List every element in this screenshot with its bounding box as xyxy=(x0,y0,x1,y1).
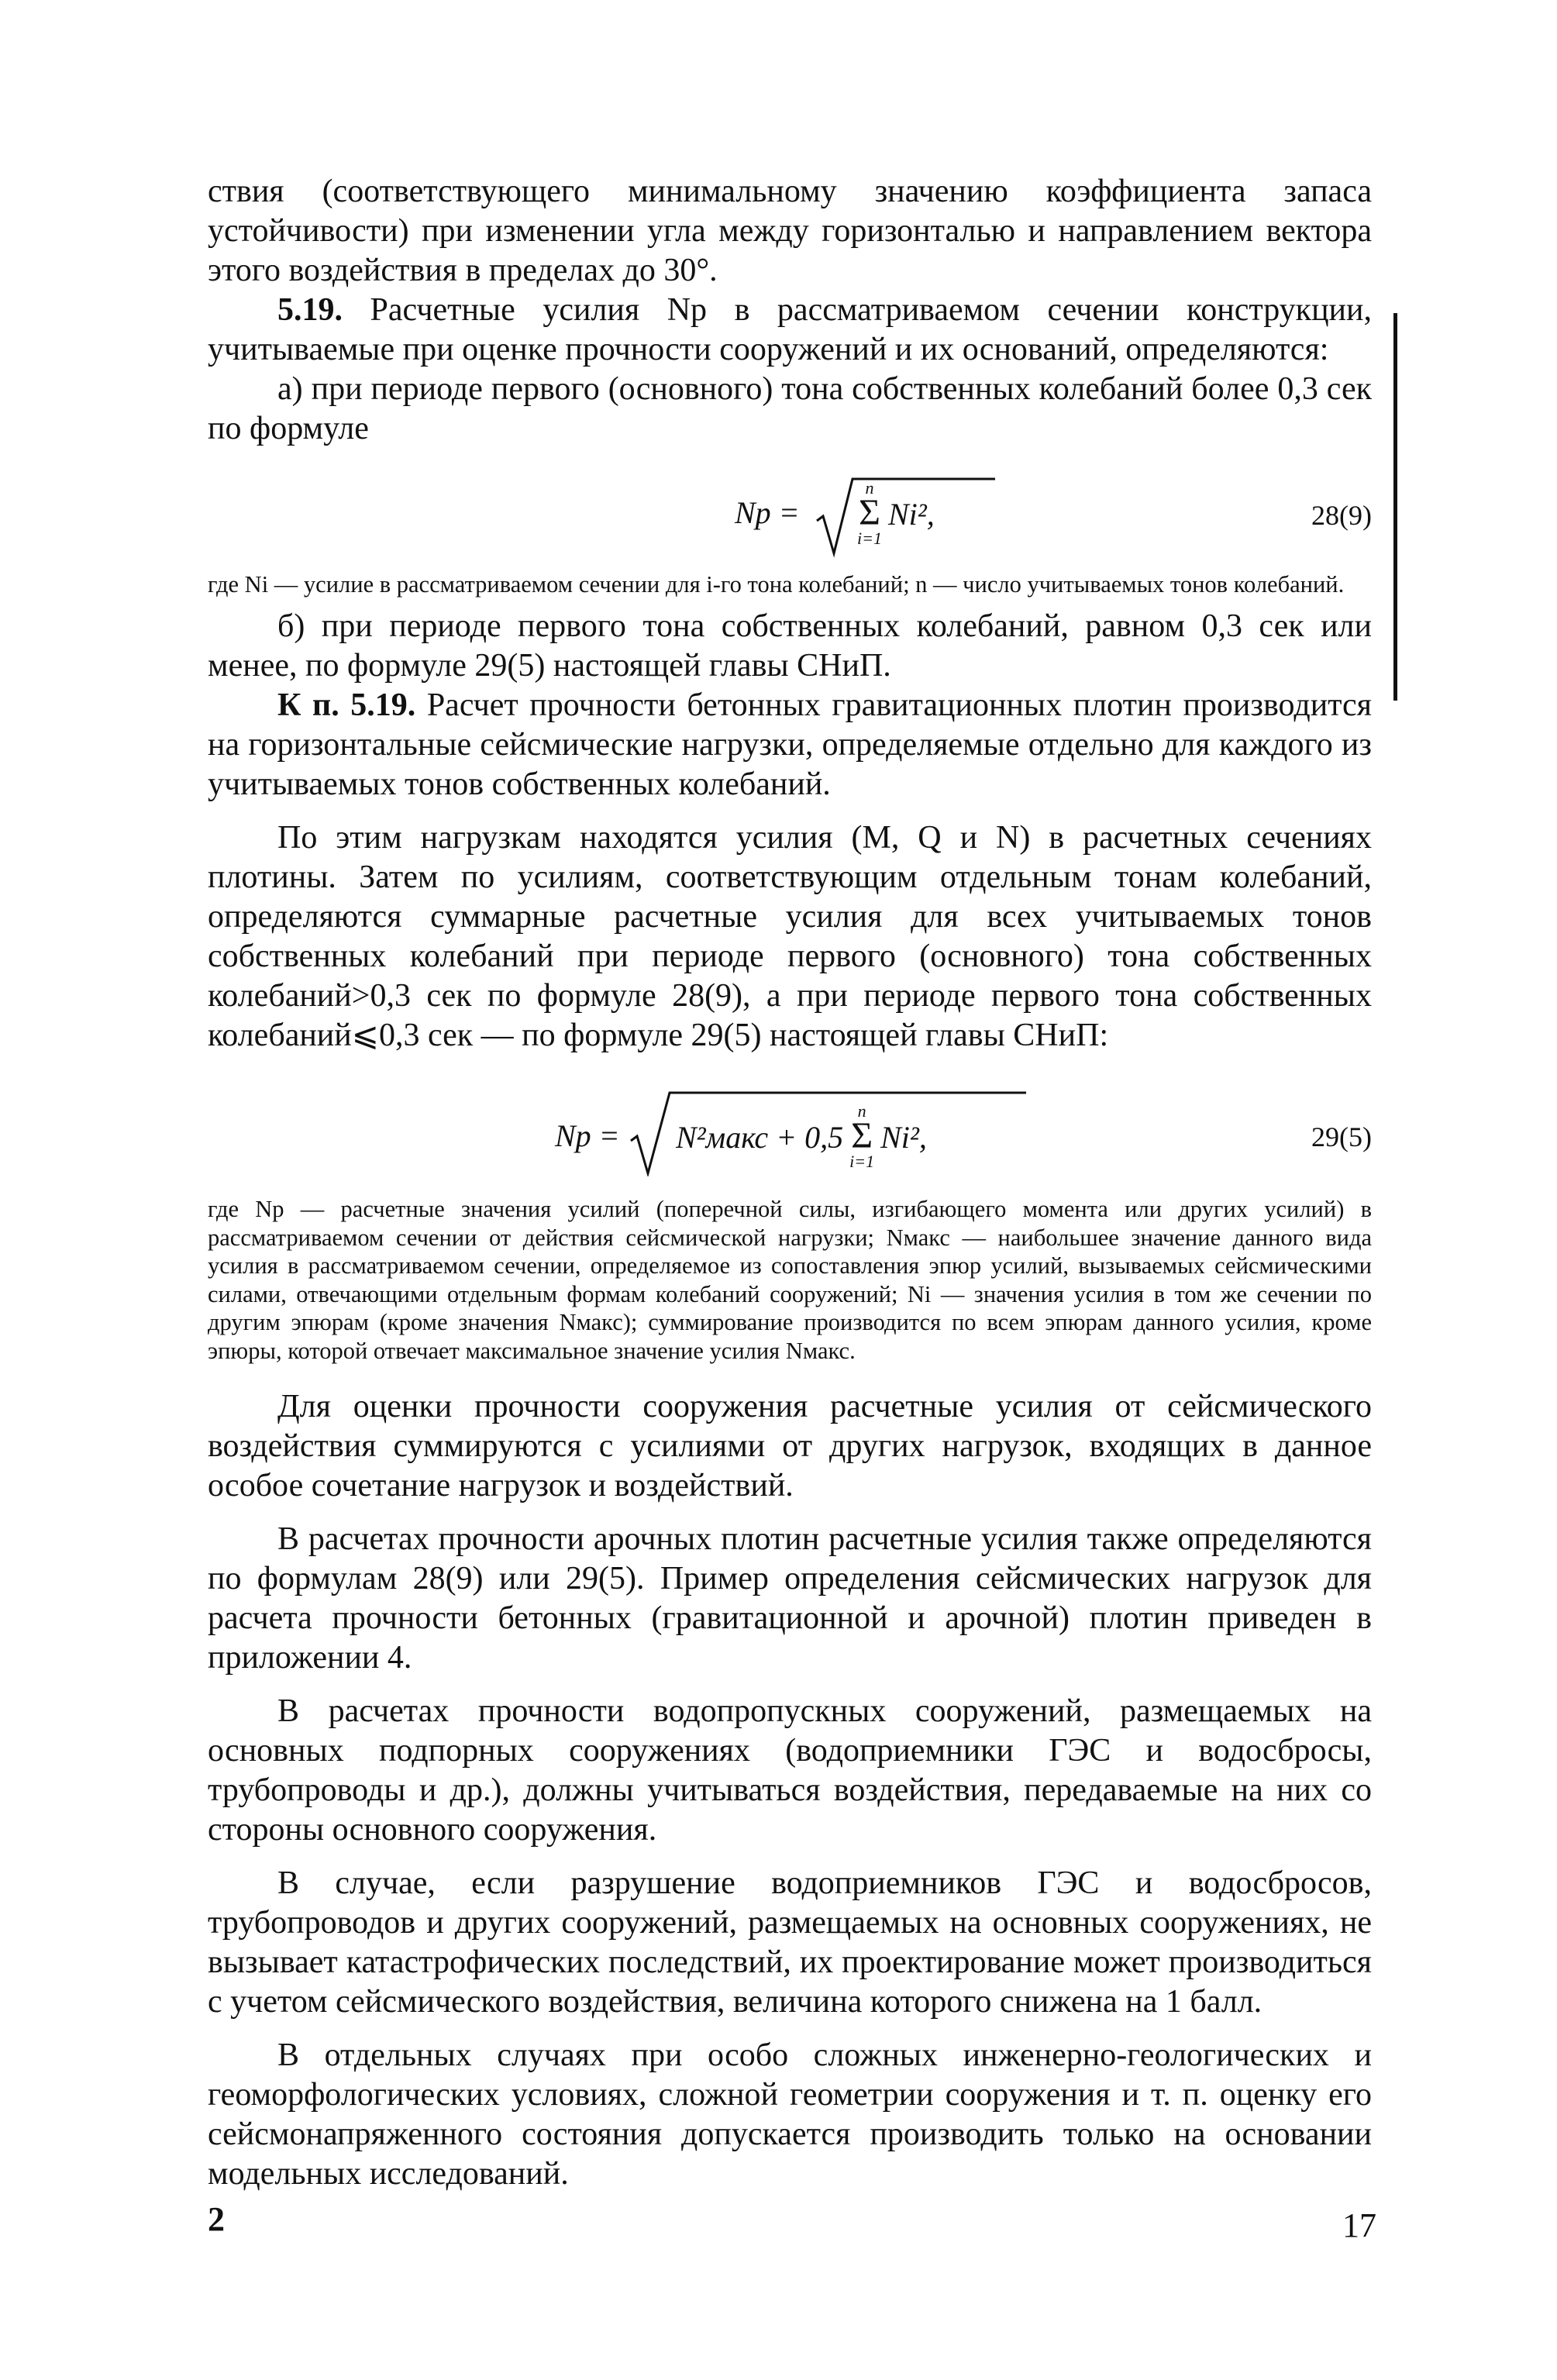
paragraph-summation: Для оценки прочности сооружения расчетные усилия от сейсмического воздействия суммируются с усилиями от других нагрузок, входящих в данное особое сочетание нагрузок и воздействий. xyxy=(208,1388,1372,1503)
clause-label: К п. 5.19. xyxy=(277,687,416,723)
formula-number: 28(9) xyxy=(1311,500,1372,531)
formula-lhs: Nр = xyxy=(555,1118,620,1153)
summation-sign: n Σ i=1 xyxy=(856,478,882,548)
lower-text-block xyxy=(208,1195,1372,2194)
clause-text: Расчетные усилия Nр в рассматриваемом сечении конструкции, учитываемые при оценке прочности сооружений и их оснований, определяются: xyxy=(208,292,1372,367)
page-number: 17 xyxy=(1342,2206,1376,2244)
clause-text: Расчет прочности бетонных гравитационных плотин производится на горизонтальные сейсмические нагрузки, определяемые отдельно для каждого из учитываемых тонов собственных колебаний. xyxy=(208,687,1372,802)
paragraph-item-b: б) при периоде первого тона собственных колебаний, равном 0,3 сек или менее, по формуле 29(5) настоящей главы СНиП. xyxy=(208,608,1372,684)
formula-28-9 xyxy=(208,465,1372,558)
formula-term: Ni², xyxy=(887,497,935,532)
note-2: где Nр — расчетные значения усилий (поперечной силы, изгибающего момента или других усилий) в рассматриваемом сечении от действия сейсмической нагрузки; Nмакс — наибольшее значение данного вида усилия в рассматриваемом сечении, определяемое из сопоставления эпюр усилий, вызываемых сейсмическими силами, отвечающими отдельным формам колебаний сооружений; Ni — значения усилия в том же сечении по другим эпюрам (кроме значения Nмакс); суммирование производится по всем эпюрам данного усилия, кроме эпюры, которой отвечает максимальное значение усилия Nмакс. xyxy=(208,1196,1372,1364)
paragraph-spillways: В расчетах прочности водопропускных сооружений, размещаемых на основных подпорных сооружениях (водоприемники ГЭС и водосбросы, трубопроводы и др.), должны учитываться воздействия, передаваемые на них со стороны основного сооружения. xyxy=(208,1693,1372,1848)
note-1: где Ni — усилие в рассматриваемом сечении для i-го тона колебаний; n — число учитываемых тонов колебаний. xyxy=(208,571,1345,598)
paragraph-k-5-19 xyxy=(208,686,1372,804)
formula-term-2: Ni², xyxy=(880,1120,927,1155)
paragraph-continuation: ствия (соответствующего минимальному значению коэффициента запаса устойчивости) при изменении угла между горизонталью и направлением вектора этого воздействия в пределах до 30°. xyxy=(208,174,1372,288)
formula-lhs: Nр = xyxy=(735,495,800,530)
clause-label: 5.19. xyxy=(277,292,343,328)
formula-number: 29(5) xyxy=(1311,1121,1372,1152)
paragraph-loads: По этим нагрузкам находятся усилия (M, Q и N) в расчетных сечениях плотины. Затем по усилиям, соответствующим отдельным тонам колебаний, определяются суммарные расчетные усилия для всех учитываемых тонов собственных колебаний при периоде первого (основного) тона собственных колебаний>0,3 сек по формуле 28(9), а при периоде первого тона собственных колебаний⩽0,3 сек — по формуле 29(5) настоящей главы СНиП: xyxy=(208,819,1372,1053)
formula-29-5 xyxy=(208,1077,1372,1178)
signature-mark: 2 xyxy=(208,2200,225,2238)
summation-sign: n Σ i=1 xyxy=(849,1101,875,1171)
paragraph-item-a: а) при периоде первого (основного) тона собственных колебаний более 0,3 сек по формуле xyxy=(208,371,1372,446)
paragraph-5-19 xyxy=(208,291,1372,370)
formula-term-1: N²макс + 0,5 xyxy=(676,1120,844,1155)
middle-text-block xyxy=(208,570,1372,1056)
paragraph-intakes: В случае, если разрушение водоприемников ГЭС и водосбросов, трубопроводов и других сооружений, размещаемых на основных сооружениях, не вызывает катастрофических последствий, их проектирование может производиться с учетом сейсмического воздействия, величина которого снижена на 1 балл. xyxy=(208,1865,1372,2020)
paragraph-arch-dams: В расчетах прочности арочных плотин расчетные усилия также определяются по формулам 28(9) или 29(5). Пример определения сейсмических нагрузок для расчета прочности бетонных (гравитационной и арочной) плотин приведен в приложении 4. xyxy=(208,1521,1372,1676)
paragraph-modelling: В отдельных случаях при особо сложных инженерно-геологических и геоморфологических условиях, сложной геометрии сооружения и т. п. оценку его сейсмонапряженного состояния допускается производить только на основании модельных исследований. xyxy=(208,2037,1372,2192)
margin-change-bar xyxy=(1393,313,1397,701)
upper-text-block xyxy=(208,172,1372,449)
